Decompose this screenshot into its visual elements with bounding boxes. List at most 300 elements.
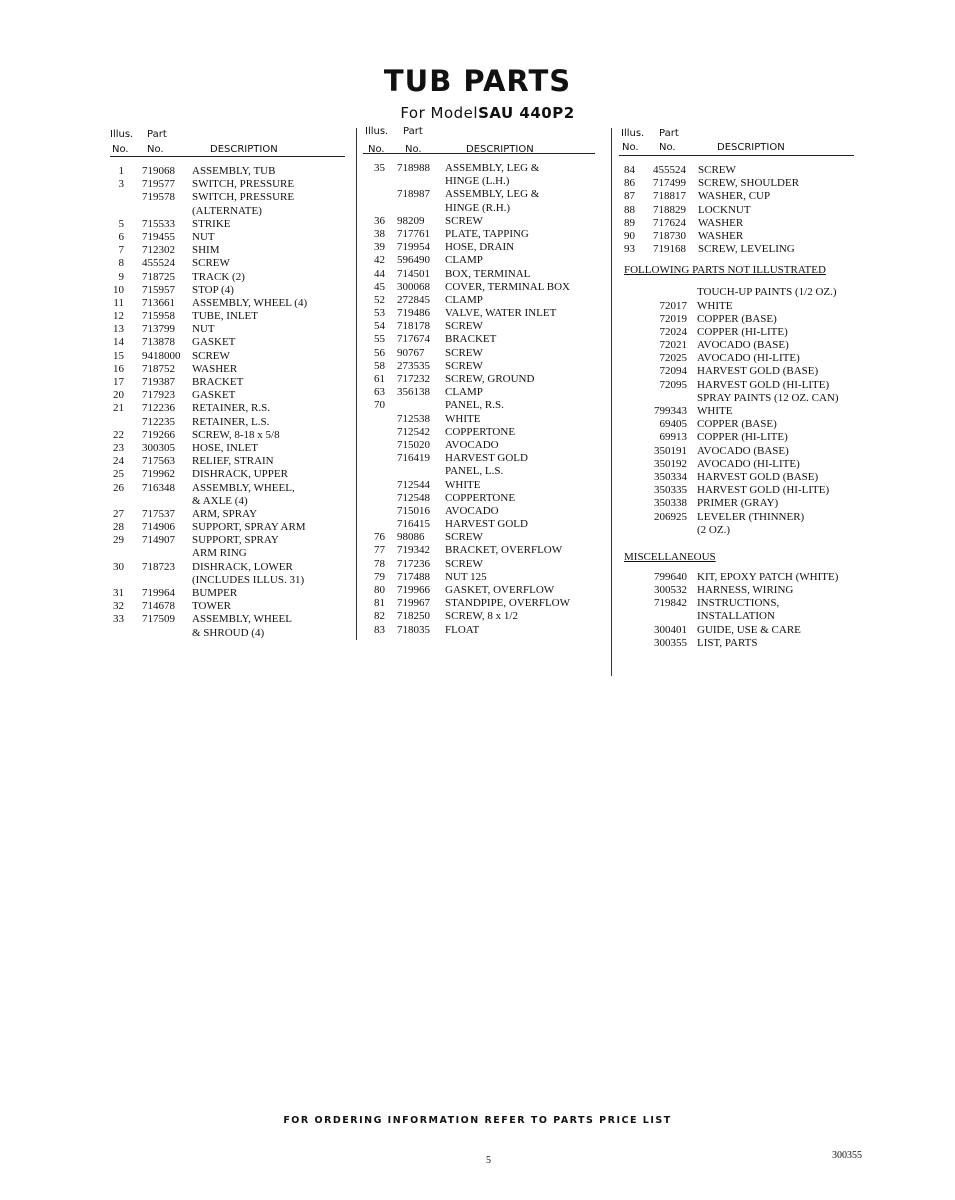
part-no: 300355 <box>654 636 687 649</box>
part-no: 713661 <box>142 296 175 309</box>
part-no: 300532 <box>654 584 687 597</box>
part-no: 719842 <box>654 597 687 610</box>
description: COVER, TERMINAL BOX <box>445 280 570 293</box>
description: HARVEST GOLD (BASE) <box>697 470 819 483</box>
description: INSTRUCTIONS, <box>697 597 780 610</box>
part-no-label: No. <box>659 142 676 153</box>
description: GASKET <box>192 389 236 402</box>
part-no: 272845 <box>397 293 430 306</box>
part-row <box>619 392 854 405</box>
part-row <box>363 426 595 439</box>
description: RETAINER, L.S. <box>192 415 270 428</box>
part-no: 712302 <box>142 244 175 257</box>
description: WASHER, CUP <box>698 190 771 203</box>
part-row <box>363 202 595 215</box>
description: PLATE, TAPPING <box>445 227 529 240</box>
illus-no: 1 <box>118 165 124 177</box>
part-no: 9418000 <box>142 349 181 362</box>
part-no: 718987 <box>397 188 430 201</box>
parts-list <box>619 156 854 256</box>
part-row <box>110 627 345 640</box>
part-label: Part <box>147 129 167 140</box>
part-row <box>363 320 595 333</box>
page-title: TUB PARTS <box>383 64 572 98</box>
description: COPPERTONE <box>445 491 516 504</box>
illus-no: 22 <box>113 428 124 441</box>
parts-list <box>363 154 595 637</box>
part-no: 350191 <box>654 444 687 457</box>
description: WASHER <box>698 229 744 242</box>
part-row <box>110 429 345 442</box>
description: ASSEMBLY, LEG & <box>445 162 540 174</box>
description: COPPER (HI-LITE) <box>697 325 788 338</box>
description: FLOAT <box>445 623 480 636</box>
description: SWITCH, PRESSURE <box>192 178 295 191</box>
part-no: 716348 <box>142 481 175 494</box>
description: SCREW <box>192 257 230 270</box>
part-row <box>363 492 595 505</box>
part-no: 717236 <box>397 557 430 570</box>
part-row <box>363 333 595 346</box>
illus-no: 11 <box>113 296 124 309</box>
description: STANDPIPE, OVERFLOW <box>445 597 571 610</box>
part-row <box>619 177 854 190</box>
description: HARNESS, WIRING <box>697 584 794 597</box>
illus-no: 25 <box>113 468 124 481</box>
illus-no: 28 <box>113 521 124 534</box>
illus-no: 26 <box>113 481 124 494</box>
description: GASKET <box>192 336 236 349</box>
part-no: 718250 <box>397 610 430 623</box>
part-row <box>110 218 345 231</box>
column-divider <box>611 128 612 676</box>
part-row <box>363 188 595 201</box>
description: HARVEST GOLD <box>445 452 528 465</box>
illus-no: 5 <box>118 217 124 230</box>
parts-column-1 <box>110 128 345 640</box>
description: BRACKET, OVERFLOW <box>445 544 563 557</box>
ordering-footer: FOR ORDERING INFORMATION REFER TO PARTS PRICE LIST <box>283 1115 672 1126</box>
description: GUIDE, USE & CARE <box>697 623 801 636</box>
part-row <box>363 544 595 557</box>
description: HOSE, DRAIN <box>445 241 515 254</box>
part-no: 718723 <box>142 560 175 573</box>
part-no: 718035 <box>397 623 430 636</box>
part-no: 799640 <box>654 570 687 583</box>
part-no: 273535 <box>397 359 430 372</box>
part-no: 715533 <box>142 217 175 230</box>
part-no: 717537 <box>142 507 175 520</box>
description: KIT, EPOXY PATCH (WHITE) <box>697 570 839 583</box>
illus-label: Illus. <box>621 128 645 139</box>
part-row <box>363 439 595 452</box>
part-no: 350335 <box>654 484 687 497</box>
description: SCREW <box>445 557 483 570</box>
model-number: SAU 440P2 <box>478 104 575 122</box>
part-row <box>110 600 345 613</box>
part-row <box>363 624 595 637</box>
part-row <box>363 610 595 623</box>
description: BUMPER <box>192 587 238 599</box>
subtitle-prefix: For Model <box>400 104 479 122</box>
description: SCREW <box>445 346 483 359</box>
part-no: 712544 <box>397 478 430 491</box>
parts-column-3 <box>619 127 854 650</box>
description: (INCLUDES ILLUS. 31) <box>192 573 305 586</box>
description: RETAINER, R.S. <box>192 402 270 415</box>
part-row <box>363 268 595 281</box>
description: STRIKE <box>192 217 231 230</box>
description: COPPER (HI-LITE) <box>697 431 788 444</box>
description: WHITE <box>445 412 481 425</box>
illus-no: 21 <box>113 402 124 415</box>
part-row <box>619 431 854 444</box>
part-row <box>363 479 595 492</box>
part-row <box>619 484 854 497</box>
illus-no: 24 <box>113 455 124 468</box>
part-no: 719964 <box>142 587 175 599</box>
part-row <box>110 402 345 415</box>
description: SCREW, SHOULDER <box>698 177 800 190</box>
part-row <box>363 241 595 254</box>
part-no: 719455 <box>142 230 175 243</box>
part-row <box>363 413 595 426</box>
part-no: 719578 <box>142 191 175 204</box>
part-row <box>110 468 345 481</box>
part-no: 719387 <box>142 376 175 388</box>
part-row <box>363 452 595 465</box>
illus-no: 42 <box>374 254 385 267</box>
part-row <box>619 204 854 217</box>
illus-no: 79 <box>374 570 385 583</box>
part-no: 717509 <box>142 613 175 626</box>
part-no: 719962 <box>142 468 175 481</box>
part-row <box>110 257 345 270</box>
description: CLAMP <box>445 254 483 267</box>
part-row <box>619 624 854 637</box>
part-no: 714678 <box>142 600 175 613</box>
description: WHITE <box>697 405 733 417</box>
parts-list <box>110 157 345 640</box>
illus-no: 20 <box>113 389 124 402</box>
description: WASHER <box>698 216 744 229</box>
part-row <box>619 610 854 623</box>
part-no: 712542 <box>397 425 430 438</box>
illus-no: 70 <box>374 399 385 412</box>
description: SUPPORT, SPRAY ARM <box>192 521 306 534</box>
part-no: 714907 <box>142 534 175 547</box>
part-no: 717923 <box>142 389 175 402</box>
model-subtitle <box>0 104 955 122</box>
illus-no: 55 <box>374 333 385 346</box>
part-row <box>110 284 345 297</box>
part-no: 72025 <box>659 352 687 365</box>
part-no: 715957 <box>142 283 175 296</box>
illus-no: 83 <box>374 623 385 636</box>
part-no: 719577 <box>142 178 175 191</box>
part-no: 455524 <box>653 164 686 176</box>
part-no: 712538 <box>397 412 430 425</box>
illus-no: 13 <box>113 323 124 336</box>
description: SCREW, LEVELING <box>698 243 795 256</box>
part-no: 717624 <box>653 216 686 229</box>
part-row <box>619 365 854 378</box>
illus-no: 10 <box>113 283 124 296</box>
part-row <box>363 360 595 373</box>
illus-no: 76 <box>374 531 385 544</box>
part-row <box>363 175 595 188</box>
part-row <box>619 405 854 418</box>
part-no: 98086 <box>397 531 425 544</box>
illus-no: 93 <box>624 243 635 256</box>
description: COPPER (BASE) <box>697 312 777 325</box>
part-no: 718752 <box>142 362 175 375</box>
part-no: 356138 <box>397 386 430 399</box>
part-row <box>110 271 345 284</box>
part-row <box>110 205 345 218</box>
description: BRACKET <box>192 376 244 388</box>
description: AVOCADO <box>445 438 499 451</box>
part-no: 717674 <box>397 333 430 346</box>
column-header <box>619 127 854 156</box>
illus-no: 81 <box>374 597 385 610</box>
part-row <box>363 558 595 571</box>
part-no: 69913 <box>659 431 687 444</box>
description: & SHROUD (4) <box>192 626 265 639</box>
part-no: 719967 <box>397 597 430 610</box>
description: DISHRACK, LOWER <box>192 560 293 573</box>
part-no: 350192 <box>654 457 687 470</box>
illus-no: 32 <box>113 600 124 613</box>
part-row <box>110 231 345 244</box>
illus-no: 15 <box>113 349 124 362</box>
part-row <box>619 326 854 339</box>
part-row <box>110 416 345 429</box>
part-row <box>110 508 345 521</box>
illus-no: 16 <box>113 362 124 375</box>
illus-no: 36 <box>374 214 385 227</box>
part-no-label: No. <box>147 144 164 155</box>
description: TUBE, INLET <box>192 310 258 323</box>
part-row <box>619 637 854 650</box>
part-row <box>110 495 345 508</box>
illus-no: 9 <box>118 270 124 283</box>
part-no: 596490 <box>397 254 430 267</box>
description: PANEL, L.S. <box>445 465 504 478</box>
description: SCREW <box>445 359 483 372</box>
part-row <box>363 571 595 584</box>
part-row <box>619 339 854 352</box>
part-row <box>619 597 854 610</box>
illus-no: 78 <box>374 557 385 570</box>
part-no: 717563 <box>142 455 175 468</box>
part-row <box>619 379 854 392</box>
part-no: 712235 <box>142 415 175 428</box>
description: PRIMER (GRAY) <box>697 497 779 510</box>
part-row <box>110 389 345 402</box>
illus-no: 23 <box>113 441 124 454</box>
part-no: 714501 <box>397 267 430 280</box>
description: BOX, TERMINAL <box>445 267 531 280</box>
part-no: 715020 <box>397 438 430 451</box>
description: ARM, SPRAY <box>192 507 258 520</box>
column-header <box>363 125 595 154</box>
part-row <box>110 244 345 257</box>
description: ASSEMBLY, WHEEL (4) <box>192 296 308 309</box>
illus-no: 17 <box>113 376 124 388</box>
part-no: 719168 <box>653 243 686 256</box>
part-no: 350338 <box>654 497 687 510</box>
part-no: 98209 <box>397 214 425 227</box>
part-row <box>110 376 345 389</box>
description: VALVE, WATER INLET <box>445 307 557 320</box>
part-no: 719966 <box>397 584 430 596</box>
part-row <box>619 164 854 177</box>
illus-no-label: No. <box>112 144 129 155</box>
illus-no: 82 <box>374 610 385 623</box>
parts-list <box>619 286 854 537</box>
illus-no: 58 <box>374 359 385 372</box>
description: SCREW <box>445 214 483 227</box>
part-row <box>110 442 345 455</box>
illus-no: 30 <box>113 560 124 573</box>
part-no: 718817 <box>653 190 686 203</box>
column-header <box>110 128 345 157</box>
illus-no: 63 <box>374 386 385 399</box>
description: ASSEMBLY, WHEEL <box>192 613 292 626</box>
description: LOCKNUT <box>698 203 751 216</box>
part-no: 718829 <box>653 203 686 216</box>
part-row <box>363 307 595 320</box>
illus-no: 38 <box>374 227 385 240</box>
illus-no-label: No. <box>368 144 385 155</box>
part-no: 716419 <box>397 452 430 465</box>
description-label: DESCRIPTION <box>466 144 534 155</box>
part-row <box>363 294 595 307</box>
description: AVOCADO <box>445 504 499 517</box>
description: WASHER <box>192 362 238 375</box>
part-row <box>619 286 854 299</box>
description: SCREW <box>445 320 483 333</box>
description: TRACK (2) <box>192 270 245 283</box>
part-no: 719342 <box>397 544 430 557</box>
illus-no: 6 <box>118 230 124 243</box>
description: (2 OZ.) <box>697 523 730 536</box>
illus-no: 31 <box>113 587 124 599</box>
part-row <box>363 597 595 610</box>
description: LIST, PARTS <box>697 636 758 649</box>
illus-no: 7 <box>118 244 124 257</box>
description: AVOCADO (HI-LITE) <box>697 352 800 365</box>
description: SCREW, 8-18 x 5/8 <box>192 428 280 441</box>
part-no: 72024 <box>659 325 687 338</box>
description: CLAMP <box>445 293 483 306</box>
description: SUPPORT, SPRAY <box>192 534 279 547</box>
description: ARM RING <box>192 547 247 560</box>
illus-no: 90 <box>624 229 635 242</box>
part-row <box>363 281 595 294</box>
part-no: 350334 <box>654 470 687 483</box>
description: CLAMP <box>445 386 483 399</box>
part-row <box>110 165 345 178</box>
illus-no: 14 <box>113 336 124 349</box>
part-row <box>619 300 854 313</box>
part-row <box>619 571 854 584</box>
illus-no: 33 <box>113 613 124 626</box>
part-no: 69405 <box>659 418 687 431</box>
part-no: 717761 <box>397 227 430 240</box>
part-no: 72094 <box>659 365 687 378</box>
part-row <box>110 547 345 560</box>
part-no: 72021 <box>659 339 687 352</box>
part-no: 300401 <box>654 623 687 636</box>
description: SPRAY PAINTS (12 OZ. CAN) <box>697 391 839 404</box>
illus-no: 3 <box>118 178 124 191</box>
description: GASKET, OVERFLOW <box>445 584 555 596</box>
part-no: 72019 <box>659 312 687 325</box>
part-no: 718725 <box>142 270 175 283</box>
description: PANEL, R.S. <box>445 399 504 412</box>
description: NUT <box>192 230 215 243</box>
page-number: 5 <box>486 1155 491 1166</box>
part-row <box>363 584 595 597</box>
description: LEVELER (THINNER) <box>697 510 805 523</box>
description: WHITE <box>445 478 481 491</box>
part-row <box>619 497 854 510</box>
description: RELIEF, STRAIN <box>192 455 274 468</box>
description: ASSEMBLY, LEG & <box>445 188 540 201</box>
description: AVOCADO (HI-LITE) <box>697 457 800 470</box>
part-row <box>110 482 345 495</box>
part-no: 799343 <box>654 405 687 417</box>
part-row <box>110 521 345 534</box>
part-row <box>110 574 345 587</box>
description: COPPERTONE <box>445 425 516 438</box>
part-row <box>110 323 345 336</box>
description: SCREW, GROUND <box>445 373 535 385</box>
part-row <box>363 254 595 267</box>
part-no: 719486 <box>397 307 430 320</box>
part-row <box>110 534 345 547</box>
part-no: 300305 <box>142 441 175 454</box>
description-label: DESCRIPTION <box>210 144 278 155</box>
illus-no: 53 <box>374 307 385 320</box>
description: DISHRACK, UPPER <box>192 468 288 481</box>
description: HARVEST GOLD (BASE) <box>697 365 819 378</box>
description: HARVEST GOLD (HI-LITE) <box>697 378 830 391</box>
description: BRACKET <box>445 333 497 346</box>
description: HOSE, INLET <box>192 441 258 454</box>
part-no: 719266 <box>142 428 175 441</box>
part-row <box>363 399 595 412</box>
part-row <box>363 162 595 175</box>
part-label: Part <box>659 128 679 139</box>
part-row <box>363 505 595 518</box>
part-no: 455524 <box>142 257 175 270</box>
part-row <box>619 217 854 230</box>
part-row <box>619 418 854 431</box>
description: SCREW <box>192 349 230 362</box>
illus-no: 86 <box>624 177 635 190</box>
illus-no: 8 <box>118 257 124 270</box>
description: ASSEMBLY, WHEEL, <box>192 481 295 494</box>
illus-no: 80 <box>374 584 385 596</box>
section-miscellaneous: MISCELLANEOUS <box>624 550 716 563</box>
part-no: 718178 <box>397 320 430 333</box>
description: SCREW <box>445 531 483 544</box>
part-row <box>619 445 854 458</box>
part-row <box>363 386 595 399</box>
